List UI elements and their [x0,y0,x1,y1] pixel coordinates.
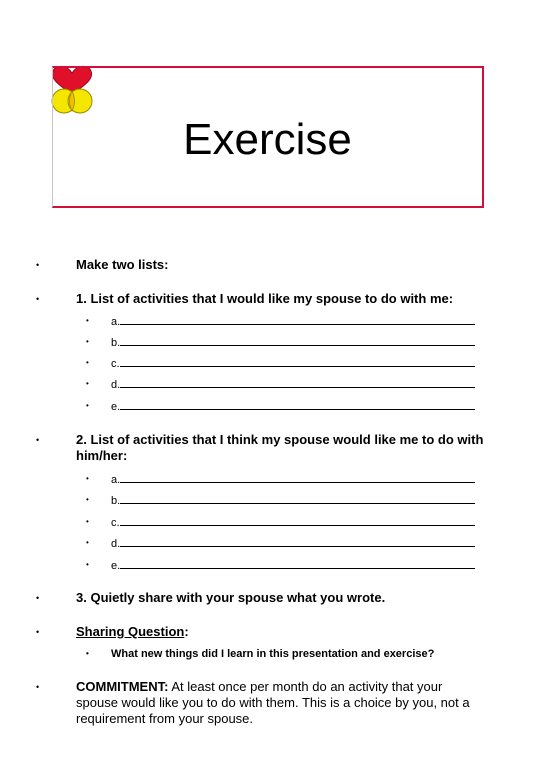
list2-item-a: • a. [111,472,481,487]
bullet-list1: • 1. List of activities that I would like my spouse to do with me: [76,291,496,307]
commitment-label: COMMITMENT: [76,679,169,694]
bullet-share: • 3. Quietly share with your spouse what you wrote. [76,590,496,606]
answer-line[interactable] [120,335,475,346]
answer-line[interactable] [120,536,475,547]
page-title: Exercise [183,115,352,164]
list2-item-e: • e. [111,558,481,573]
answer-line[interactable] [120,515,475,526]
list1-item-e: • e. [111,399,481,414]
list1-item-b: • b. [111,335,481,350]
bullet-make-lists: • Make two lists: [76,257,496,273]
answer-line[interactable] [120,558,475,569]
list1-item-c: • c. [111,356,481,371]
sharing-question-label: Sharing Question [76,624,185,639]
answer-line[interactable] [120,314,475,325]
answer-line[interactable] [120,356,475,367]
sharing-question-text: • What new things did I learn in this presentation and exercise? [111,647,511,661]
answer-line[interactable] [120,493,475,504]
commitment-text: At least once per month do an activity that your spouse would like you to do with them. This is a choice by you, not a requirement from your spouse. [76,679,470,726]
list2-item-d: • d. [111,536,481,551]
title-frame [52,66,484,208]
list1-item-a: • a. [111,314,481,329]
bullet-commitment [76,679,486,727]
list2-item-c: • c. [111,515,481,530]
bullet-list2: • 2. List of activities that I think my spouse would like me to do with him/her: [76,432,496,464]
list1-item-d: • d. [111,377,481,392]
answer-line[interactable] [120,377,475,388]
list2-item-b: • b. [111,493,481,508]
answer-line[interactable] [120,472,475,483]
bullet-sharing-question: • Sharing Question: [76,624,496,640]
answer-line[interactable] [120,399,475,410]
